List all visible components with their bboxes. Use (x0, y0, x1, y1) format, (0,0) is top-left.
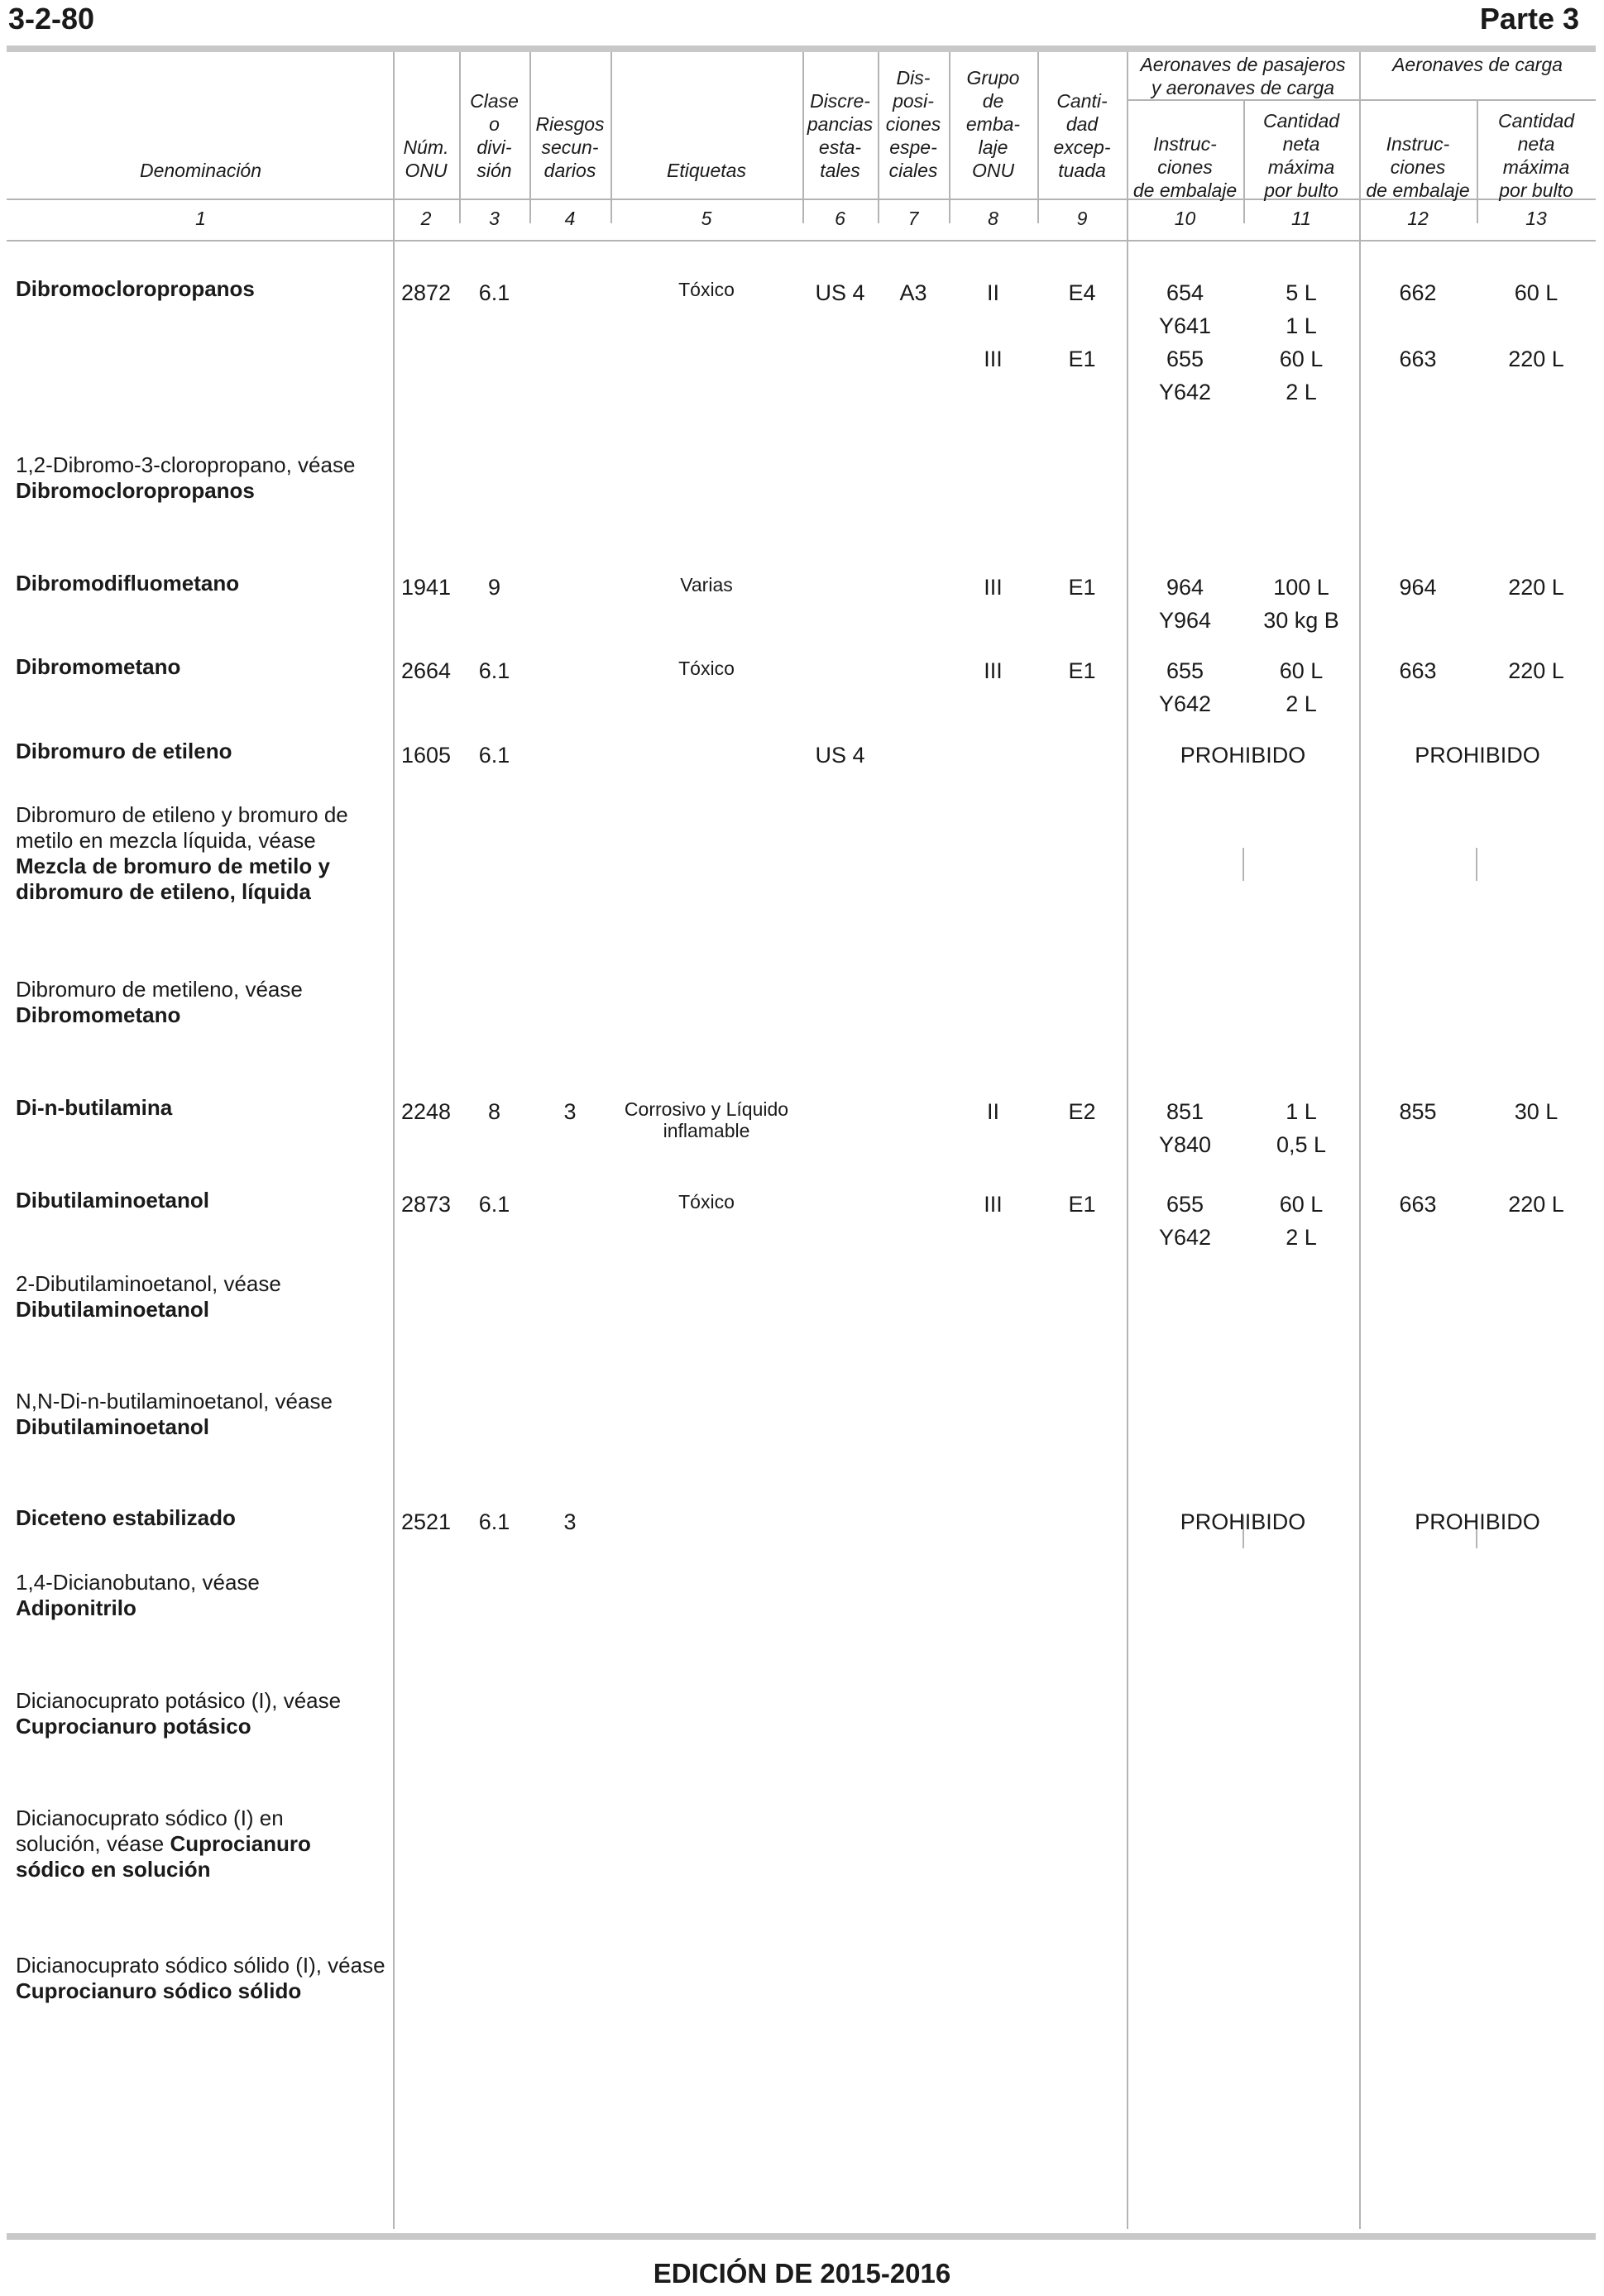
un-number: 1941 (400, 575, 452, 600)
col-num: 9 (1076, 208, 1088, 229)
packing-instruction-cargo: 663 (1399, 1192, 1437, 1217)
entry-name: Dibromometano (16, 654, 181, 679)
header-clase: Clase o divi- sión (470, 90, 519, 181)
header-num-onu: Núm. ONU (403, 136, 449, 181)
excepted-quantity: E1 (1068, 658, 1096, 683)
header-cantidad-carga: Cantidad neta máxima por bulto (1497, 110, 1575, 201)
header-disposiciones: Dis- posi- ciones espe- ciales (885, 67, 941, 181)
max-quantity-cargo: 30 L (1514, 1099, 1559, 1124)
max-quantity-cargo: 220 L (1508, 575, 1564, 600)
header-denominacion: Denominación (139, 160, 262, 181)
class-division: 8 (487, 1099, 501, 1124)
packing-instruction-cargo: 662 663 (1399, 280, 1437, 371)
prohibited-passenger: PROHIBIDO (1180, 743, 1306, 768)
packing-instruction-cargo: 855 (1399, 1099, 1437, 1124)
col-num: 8 (988, 208, 998, 229)
state-variation: US 4 (815, 743, 865, 768)
packing-group: II (986, 1099, 999, 1124)
col-num: 1 (195, 208, 206, 229)
label-text: Tóxico (678, 658, 735, 679)
cross-reference-entry: 2-Dibutilaminoetanol, véase Dibutilaminoetanol (16, 1271, 281, 1322)
cross-reference-entry: 1,2-Dibromo-3-cloropropano, véase Dibromocloropropanos (16, 452, 356, 503)
col-num: 5 (701, 208, 712, 229)
prohibited-cargo: PROHIBIDO (1415, 743, 1540, 768)
cross-reference-entry: Dibromuro de metileno, véase Dibromometano (16, 977, 303, 1027)
packing-group: III (984, 1192, 1003, 1217)
page-number: 3-2-80 (8, 2, 95, 36)
header-instrucciones-pasajeros: Instruc- ciones de embalaje (1132, 133, 1238, 201)
header-riesgos: Riesgos secun- darios (535, 113, 605, 181)
prohibited-passenger: PROHIBIDO (1180, 1509, 1306, 1534)
state-variation: US 4 (815, 280, 865, 305)
packing-instruction-passenger: 851 Y840 (1158, 1099, 1212, 1157)
max-quantity-cargo: 220 L (1508, 658, 1564, 683)
special-provision: A3 (899, 280, 927, 305)
col-num: 11 (1291, 208, 1311, 229)
entry-name: Dibromodifluometano (16, 571, 240, 596)
class-division: 9 (487, 575, 501, 600)
header-cantidad-exceptuada: Canti- dad excep- tuada (1053, 90, 1111, 181)
class-division: 6.1 (478, 1192, 510, 1217)
header-cantidad-pasajeros: Cantidad neta máxima por bulto (1262, 110, 1340, 201)
header-grupo: Grupo de emba- laje ONU (965, 67, 1021, 181)
packing-instruction-passenger: 654 Y641 655 Y642 (1158, 280, 1212, 404)
un-number: 2248 (400, 1099, 452, 1124)
label-text: Varias (680, 574, 733, 596)
entry-name: Dibromuro de etileno (16, 739, 232, 763)
cross-reference-entry: N,N-Di-n-butilaminoetanol, véase Dibutilaminoetanol (16, 1389, 333, 1439)
max-quantity-passenger: 1 L 0,5 L (1276, 1099, 1327, 1157)
col-num: 6 (835, 208, 845, 229)
max-quantity-passenger: 60 L 2 L (1279, 1192, 1324, 1250)
packing-group: III (984, 575, 1003, 600)
col-num: 3 (489, 208, 500, 229)
subsidiary-risk: 3 (563, 1509, 577, 1534)
header-carga-group: Aeronaves de carga (1392, 54, 1563, 75)
packing-instruction-cargo: 663 (1399, 658, 1437, 683)
entry-name: Dibutilaminoetanol (16, 1188, 209, 1213)
max-quantity-cargo: 220 L (1508, 1192, 1564, 1217)
max-quantity-passenger: 60 L 2 L (1279, 658, 1324, 716)
excepted-quantity: E4 E1 (1068, 280, 1096, 371)
un-number: 2664 (400, 658, 452, 683)
label-text: Tóxico (678, 279, 735, 300)
un-number: 1605 (400, 743, 452, 768)
excepted-quantity: E1 (1068, 1192, 1096, 1217)
prohibited-cargo: PROHIBIDO (1415, 1509, 1540, 1534)
packing-instruction-passenger: 655 Y642 (1158, 658, 1212, 716)
max-quantity-passenger: 100 L 30 kg B (1263, 575, 1339, 633)
label-text: Tóxico (678, 1191, 735, 1213)
bottom-rule (7, 2233, 1596, 2240)
col-num: 12 (1407, 208, 1429, 229)
cross-reference-entry: Dibromuro de etileno y bromuro de metilo en mezcla líquida, véase Mezcla de bromuro de metilo y dibromuro de etileno, líquida (16, 802, 348, 904)
col-num: 2 (420, 208, 432, 229)
entry-name: Di-n-butilamina (16, 1095, 173, 1120)
col-num: 7 (907, 208, 919, 229)
packing-group: III (984, 658, 1003, 683)
header-etiquetas: Etiquetas (667, 160, 746, 181)
packing-group: II III (984, 280, 1003, 371)
class-division: 6.1 (478, 743, 510, 768)
packing-instruction-passenger: 964 Y964 (1158, 575, 1212, 633)
label-text: Corrosivo y Líquido inflamable (624, 1098, 789, 1141)
col-num: 13 (1525, 208, 1547, 229)
packing-instruction-cargo: 964 (1399, 575, 1437, 600)
un-number: 2872 (400, 280, 452, 305)
col-num: 10 (1174, 208, 1196, 229)
col-num: 4 (564, 208, 576, 229)
un-number: 2873 (400, 1192, 452, 1217)
un-number: 2521 (400, 1509, 452, 1534)
header-pasajeros-group: Aeronaves de pasajeros y aeronaves de carga (1140, 54, 1346, 98)
entry-name: Dibromocloropropanos (16, 276, 255, 301)
packing-instruction-passenger: 655 Y642 (1158, 1192, 1212, 1250)
cross-reference-entry: Dicianocuprato potásico (I), véase Cuprocianuro potásico (16, 1688, 342, 1739)
edition-footer: EDICIÓN DE 2015-2016 (653, 2258, 951, 2289)
part-label: Parte 3 (1479, 2, 1579, 36)
excepted-quantity: E2 (1068, 1099, 1096, 1124)
cross-reference-entry: 1,4-Dicianobutano, véase Adiponitrilo (16, 1570, 260, 1620)
max-quantity-cargo: 60 L 220 L (1508, 280, 1564, 371)
entry-name: Diceteno estabilizado (16, 1505, 236, 1530)
header-instrucciones-carga: Instruc- ciones de embalaje (1366, 133, 1470, 201)
subsidiary-risk: 3 (563, 1099, 577, 1124)
excepted-quantity: E1 (1068, 575, 1096, 600)
cross-reference-entry: Dicianocuprato sódico sólido (I), véase Cuprocianuro sódico sólido (16, 1953, 385, 2003)
top-rule (7, 45, 1596, 52)
class-division: 6.1 (478, 1509, 510, 1534)
max-quantity-passenger: 5 L 1 L 60 L 2 L (1279, 280, 1324, 404)
header-discrepancias: Discre- pancias esta- tales (807, 90, 874, 181)
cross-reference-entry: Dicianocuprato sódico (I) en solución, véase Cuprocianuro sódico en solución (16, 1806, 311, 1882)
class-division: 6.1 (478, 280, 510, 305)
class-division: 6.1 (478, 658, 510, 683)
